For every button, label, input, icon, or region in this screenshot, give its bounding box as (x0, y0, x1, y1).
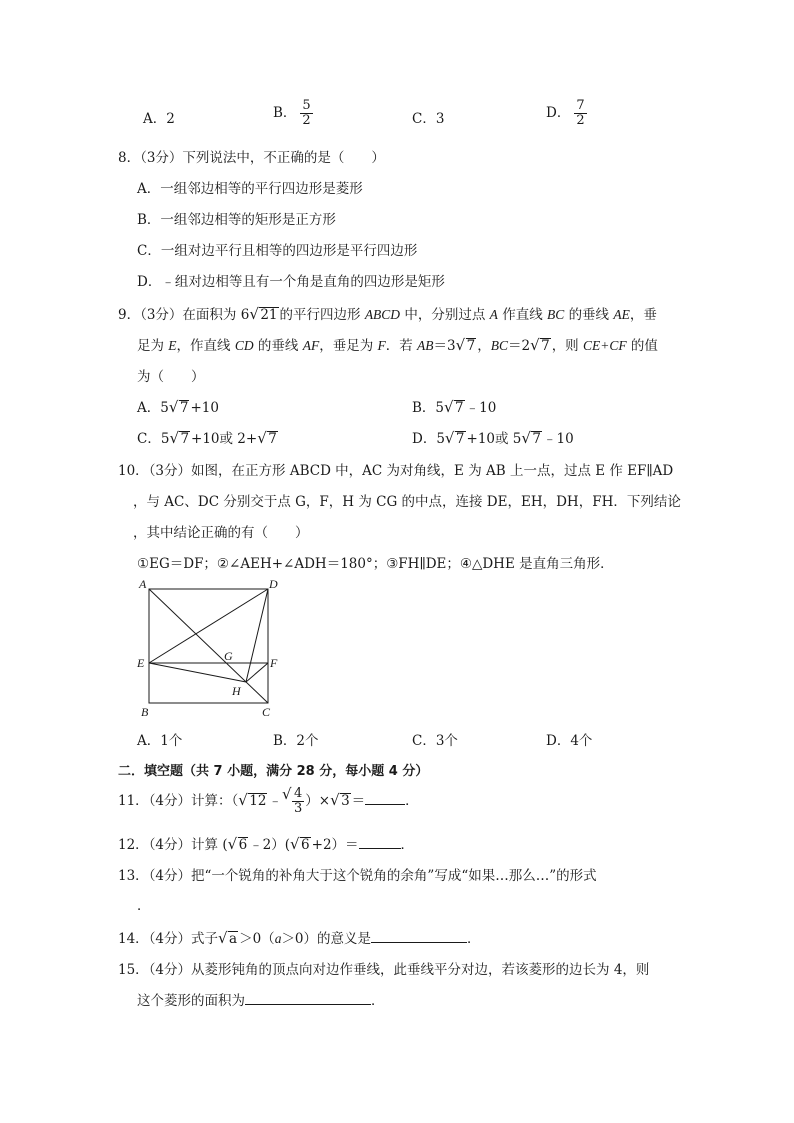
q7-option-d: D． $\frac{7}{2}$ (546, 98, 585, 128)
segment-ac (149, 589, 268, 703)
q12-line: 12．（4分）计算 (√ 6 ﹣2）(√ 6 +2）＝ ． (118, 833, 414, 853)
segment-de (149, 589, 268, 663)
q10-option-b: B．2个 (273, 733, 319, 749)
segment-dh (246, 589, 268, 682)
label-e: E (137, 656, 145, 670)
q7-option-a: A．2 (143, 111, 175, 127)
label-a: A (139, 577, 147, 591)
q13-line-1: 13．（4分）把“一个锐角的补角大于这个锐角的余角”写成“如果…那么…”的形式 (118, 868, 597, 884)
fraction-7-2: $\frac{7}{2}$ (576, 98, 585, 128)
q8-option-a: A．一组邻边相等的平行四边形是菱形 (137, 181, 363, 197)
q10-line-3: ，其中结论正确的有（ ） (133, 525, 309, 541)
q15-line-2: 这个菱形的面积为 ． (137, 993, 385, 1009)
segment-fh (246, 663, 268, 682)
label-b: B (141, 705, 149, 719)
q14-line: 14．（4分）式子√ a ＞0（a＞0）的意义是 ． (118, 927, 481, 947)
q9-line-3: 为（ ） (137, 369, 205, 385)
fraction-5-2: $\frac{5}{2}$ (302, 98, 311, 128)
label-h: H (232, 684, 241, 698)
q9-option-c: C．5√ 7 +10或 2+√ 7 (137, 427, 279, 447)
q8-stem: 8．（3分）下列说法中，不正确的是（ ） (118, 150, 385, 166)
label-f: F (270, 656, 278, 670)
q10-option-d: D．4个 (546, 733, 593, 749)
q8-option-c: C．一组对边平行且相等的四边形是平行四边形 (137, 243, 418, 259)
label-d: D (269, 577, 278, 591)
q7-option-c: C．3 (412, 111, 445, 127)
section-2-heading: 二．填空题（共 7 小题，满分 28 分，每小题 4 分） (118, 764, 429, 779)
q9-option-a: A．5√ 7 +10 (137, 396, 219, 416)
q8-option-b: B．一组邻边相等的矩形是正方形 (137, 212, 336, 228)
q10-option-a: A．1个 (137, 733, 183, 749)
label-g: G (224, 649, 233, 663)
q15-answer-blank[interactable] (245, 1004, 371, 1005)
q7-option-b: B． $\frac{5}{2}$ (273, 98, 311, 128)
q14-answer-blank[interactable] (371, 942, 467, 943)
q13-line-2: ． (137, 898, 151, 914)
q9-option-d: D．5√ 7 +10或 5√ 7 ﹣10 (412, 427, 574, 447)
q12-answer-blank[interactable] (359, 848, 401, 849)
q10-line-4: ①EG＝DF；②∠AEH+∠ADH＝180°；③FH∥DE；④△DHE 是直角三角形． (137, 556, 614, 572)
q8-option-d: D．﹣组对边相等且有一个角是直角的四边形是矩形 (137, 274, 445, 290)
q9-line-1: 9．（3分）在面积为 6√ 21 的平行四边形 ABCD 中，分别过点 A 作直线 BC 的垂线 AE，垂 (118, 303, 657, 323)
q11-answer-blank[interactable] (365, 804, 405, 805)
q9-line-2: 足为 E，作直线 CD 的垂线 AF，垂足为 F．若 AB＝3√ 7 ，BC＝2√ 7 ，则 CE+CF 的值 (137, 334, 658, 354)
segment-eh (149, 663, 246, 682)
q10-option-c: C．3个 (412, 733, 458, 749)
q11-line: 11．（4分）计算：（√ 12 ﹣ √ $\frac{4}{3}$ ）×√ 3 ＝ ． (118, 787, 419, 816)
label-c: C (262, 705, 271, 719)
square-geometry-figure (133, 573, 293, 723)
q9-option-b: B．5√ 7 ﹣10 (412, 396, 496, 416)
q10-line-2: ，与 AC、DC 分别交于点 G，F，H 为 CG 的中点，连接 DE，EH，DH，FH．下列结论 (133, 494, 681, 510)
q10-line-1: 10．（3分）如图，在正方形 ABCD 中，AC 为对角线，E 为 AB 上一点，过点 E 作 EF∥AD (118, 463, 674, 479)
q15-line-1: 15．（4分）从菱形钝角的顶点向对边作垂线，此垂线平分对边，若该菱形的边长为 4，则 (118, 962, 650, 978)
